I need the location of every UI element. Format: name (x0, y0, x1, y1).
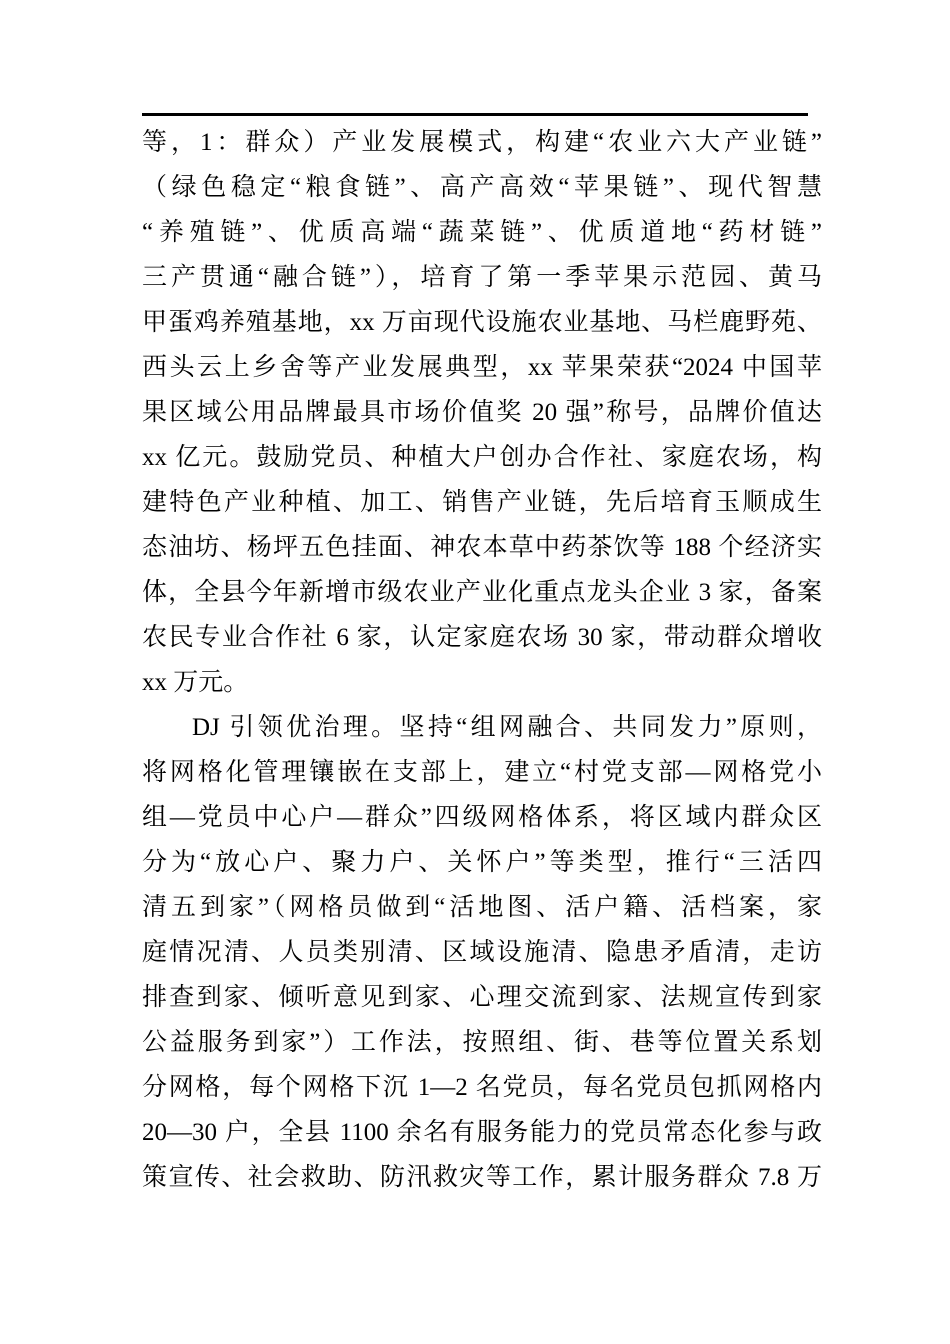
text-line: 等，1：群众）产业发展模式，构建“农业六大产业链” (142, 129, 822, 156)
text-line: 分为“放心户、聚力户、关怀户”等类型，推行“三活四 (142, 849, 822, 876)
text-line: （绿色稳定“粮食链”、高产高效“苹果链”、现代智慧 (142, 174, 822, 201)
text-line: 组—党员中心户—群众”四级网格体系，将区域内群众区 (142, 804, 822, 831)
text-line: 将网格化管理镶嵌在支部上，建立“村党支部—网格党小 (142, 759, 822, 786)
text-line: 策宣传、社会救助、防汛救灾等工作，累计服务群众 7.8 万 (142, 1164, 822, 1191)
text-line: xx 亿元。鼓励党员、种植大户创办合作社、家庭农场，构 (142, 444, 822, 471)
text-line: 态油坊、杨坪五色挂面、神农本草中药茶饮等 188 个经济实 (142, 534, 822, 561)
text-line: 公益服务到家”）工作法，按照组、街、巷等位置关系划 (142, 1029, 822, 1056)
text-line: 20—30 户，全县 1100 余名有服务能力的党员常态化参与政 (142, 1119, 822, 1146)
text-line: “养殖链”、优质高端“蔬菜链”、优质道地“药材链” (142, 219, 822, 246)
text-line: 西头云上乡舍等产业发展典型，xx 苹果荣获“2024 中国苹 (142, 354, 822, 381)
text-line: 体，全县今年新增市级农业产业化重点龙头企业 3 家，备案 (142, 579, 822, 606)
text-line: 果区域公用品牌最具市场价值奖 20 强”称号，品牌价值达 (142, 399, 822, 426)
header-rule (142, 113, 808, 116)
text-line: 建特色产业种植、加工、销售产业链，先后培育玉顺成生 (142, 489, 822, 516)
text-line: 庭情况清、人员类别清、区域设施清、隐患矛盾清，走访 (142, 939, 822, 966)
text-line: 排查到家、倾听意见到家、心理交流到家、法规宣传到家 (142, 984, 822, 1011)
text-line: 清五到家”（网格员做到“活地图、活户籍、活档案，家 (142, 894, 822, 921)
text-line: 农民专业合作社 6 家，认定家庭农场 30 家，带动群众增收 (142, 624, 822, 651)
text-content (142, 113, 822, 1200)
text-line: 甲蛋鸡养殖基地，xx 万亩现代设施农业基地、马栏鹿野苑、 (142, 309, 822, 336)
text-line: 分网格，每个网格下沉 1—2 名党员，每名党员包抓网格内 (142, 1074, 822, 1101)
text-line: 三产贯通“融合链”），培育了第一季苹果示范园、黄马 (142, 264, 822, 291)
document-body (142, 120, 822, 1200)
text-line: DJ 引领优治理。坚持“组网融合、共同发力”原则， (192, 714, 822, 741)
text-line: xx 万元。 (142, 669, 249, 696)
